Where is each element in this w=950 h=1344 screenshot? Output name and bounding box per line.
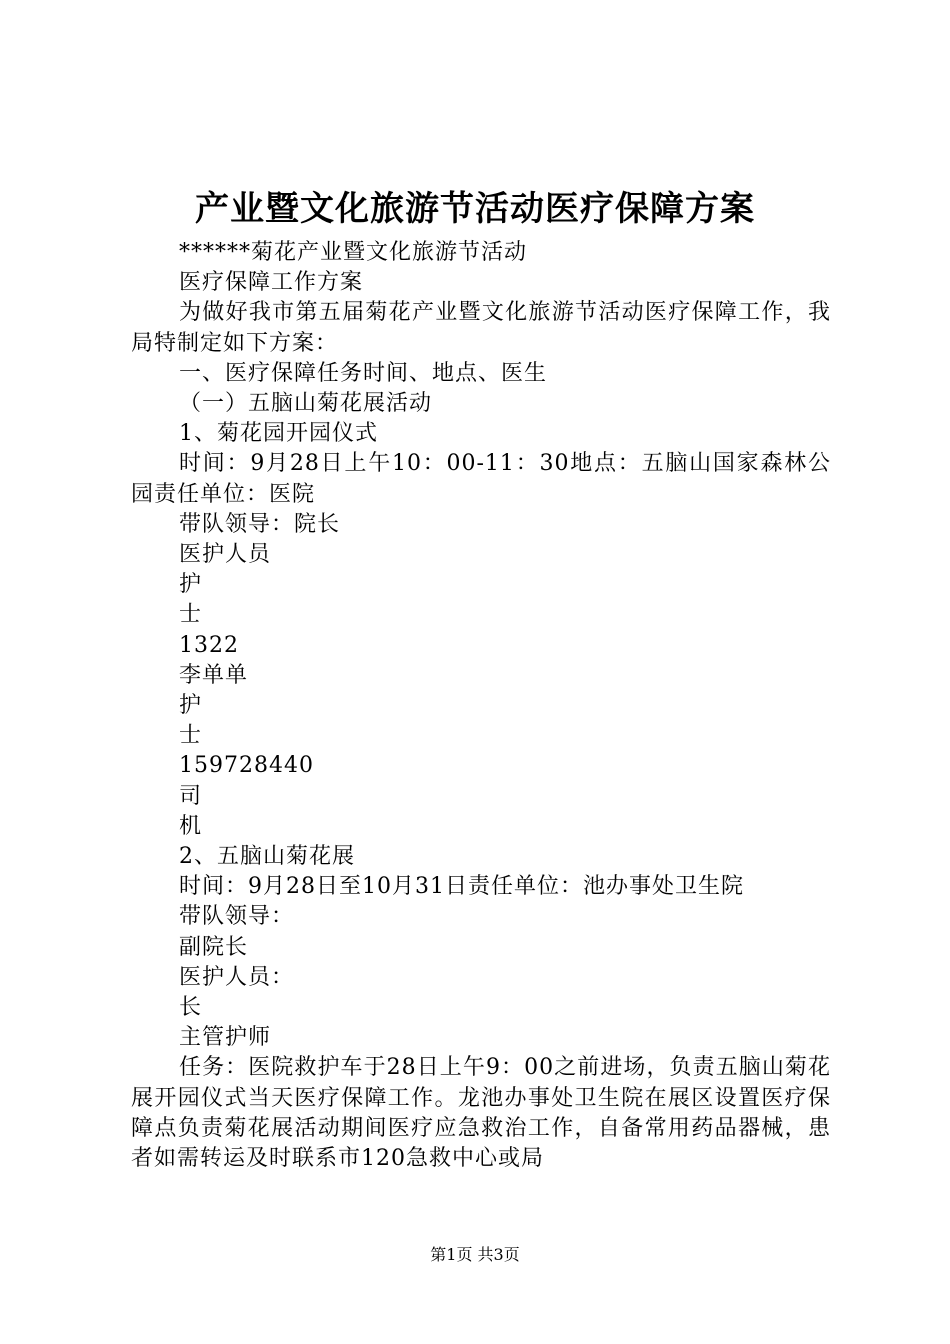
paragraph: 时间：9月28日至10月31日责任单位：池办事处卫生院 [179,874,744,900]
paragraph: 副院长 [179,934,249,960]
paragraph: 主管护师 [179,1025,272,1051]
paragraph: 长 [179,995,203,1021]
paragraph: ******菊花产业暨文化旅游节活动 [179,240,528,265]
item-heading: 1、菊花园开园仪式 [179,421,378,447]
paragraph: 159728440 [179,753,314,779]
paragraph: 司 [179,783,203,809]
paragraph: 带队领导： [179,904,295,930]
subsection-heading: （一）五脑山菊花展活动 [179,391,433,417]
paragraph: 为做好我市第五届菊花产业暨文化旅游节活动医疗保障工作，我局特制定如下方案： [131,300,831,356]
paragraph: 任务：医院救护车于28日上午9：00之前进场，负责五脑山菊花展开园仪式当天医疗保障工作。龙池办事处卫生院在展区设置医疗保障点负责菊花展活动期间医疗应急救治工作，自备常用药品器械，患者如需转运及时联系市120急救中心或局 [131,1055,831,1172]
page-footer: 第1页 共3页 [430,1245,520,1264]
document-title: 产业暨文化旅游节活动医疗保障方案 [195,189,755,229]
paragraph: 带队领导：院长 [179,511,341,537]
paragraph: 李单单 [179,662,249,688]
paragraph: 医护人员 [179,542,272,568]
paragraph: 机 [179,813,203,839]
paragraph: 护 [179,572,203,598]
paragraph: 1322 [179,632,239,658]
paragraph: 医护人员： [179,964,295,990]
paragraph: 医疗保障工作方案 [179,270,364,296]
paragraph: 时间：9月28日上午10：00-11：30地点：五脑山国家森林公园责任单位：医院 [131,451,831,507]
section-heading: 一、医疗保障任务时间、地点、医生 [179,360,548,386]
paragraph: 士 [179,602,203,628]
paragraph: 士 [179,723,203,749]
document-body [131,238,831,1174]
paragraph: 护 [179,693,203,719]
item-heading: 2、五脑山菊花展 [179,844,355,870]
